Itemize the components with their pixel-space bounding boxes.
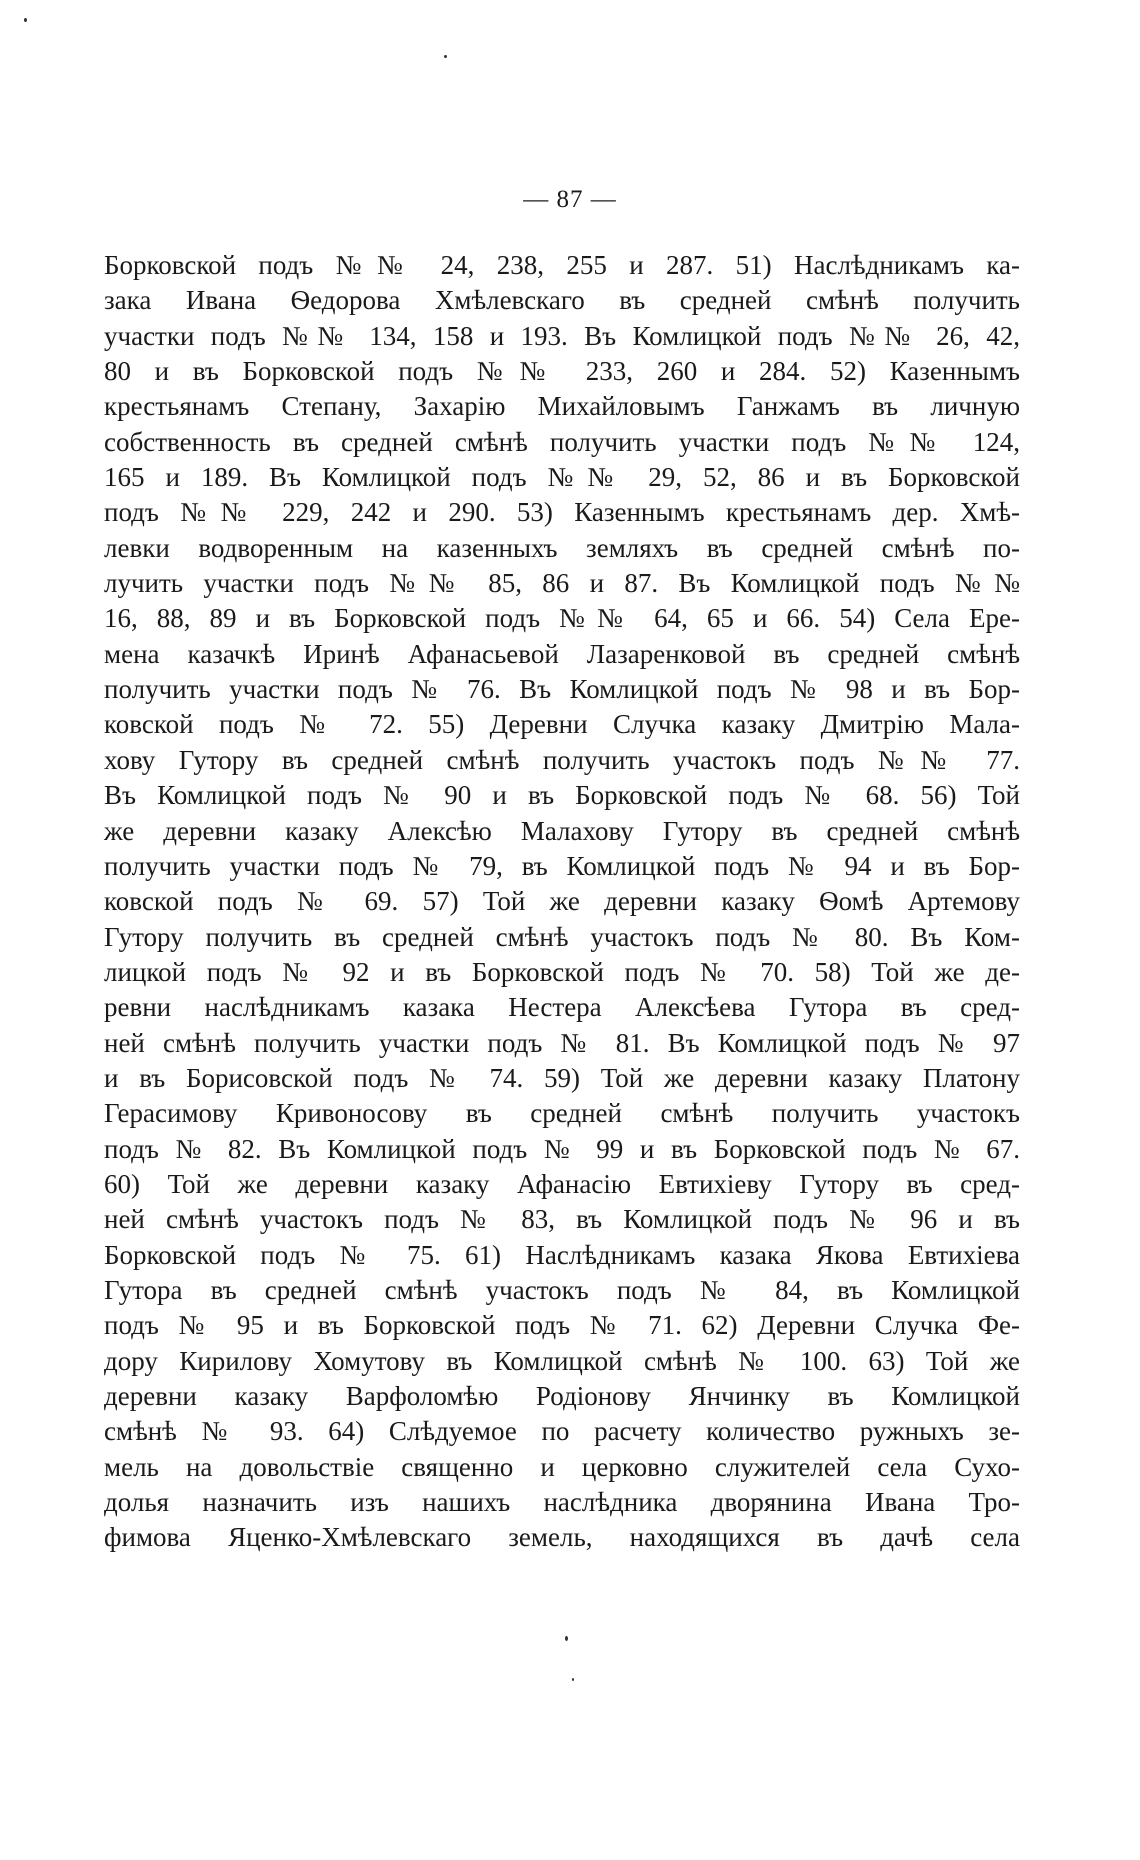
scan-speck [572,1678,574,1681]
text-line: подъ №№ 229, 242 и 290. 53) Казеннымъ крестьянамъ дер. Хмѣ- [104,497,1020,528]
text-line: хову Гутору въ средней смѣнѣ получить участокъ подъ №№ 77. [104,744,1020,775]
text-line: Гутора въ средней смѣнѣ участокъ подъ № 84, въ Комлицкой [104,1274,1020,1305]
text-line: Борковской подъ № 75. 61) Наслѣдникамъ казака Якова Евтихіева [104,1239,1020,1270]
text-line: 80 и въ Борковской подъ №№ 233, 260 и 284. 52) Казеннымъ [104,356,1020,387]
text-line: Въ Комлицкой подъ № 90 и въ Борковской подъ № 68. 56) Той [104,780,1020,811]
text-line: подъ № 95 и въ Борковской подъ № 71. 62) Деревни Случка Фе- [104,1310,1020,1341]
scan-speck [565,1636,568,1641]
text-line: же деревни казаку Алексѣю Малахову Гутору въ средней смѣнѣ [104,815,1020,846]
text-line: смѣнѣ № 93. 64) Слѣдуемое по расчету количество ружныхъ зе- [104,1416,1020,1447]
text-line: зака Ивана Ѳедорова Хмѣлевскаго въ средней смѣнѣ получить [104,285,1020,316]
text-line: лучить участки подъ №№ 85, 86 и 87. Въ Комлицкой подъ №№ [104,568,1020,599]
text-line: участки подъ №№ 134, 158 и 193. Въ Комлицкой подъ №№ 26, 42, [104,320,1020,351]
text-line: левки водворенным на казенныхъ земляхъ въ средней смѣнѣ по- [104,532,1020,563]
text-line: и въ Борисовской подъ № 74. 59) Той же деревни казаку Платону [104,1062,1020,1093]
text-line: деревни казаку Варфоломѣю Родіонову Янчинку въ Комлицкой [104,1381,1020,1411]
text-line: лицкой подъ № 92 и въ Борковской подъ № 70. 58) Той же де- [104,956,1020,987]
scan-speck [24,18,27,22]
text-line: Борковской подъ №№ 24, 238, 255 и 287. 51) Наслѣдникамъ ка- [104,250,1020,280]
text-line: ревни наслѣдникамъ казака Нестера Алексѣева Гутора въ сред- [104,992,1020,1023]
page-number: — 87 — [523,186,617,213]
text-line: получить участки подъ № 76. Въ Комлицкой подъ № 98 и въ Бор- [104,674,1020,705]
body-text [104,248,1020,1556]
text-line: ней смѣнѣ получить участки подъ № 81. Въ Комлицкой подъ № 97 [104,1027,1020,1058]
text-line: ковской подъ № 69. 57) Той же деревни казаку Ѳомѣ Артемову [104,886,1020,917]
text-line: 60) Той же деревни казаку Афанасію Евтихіеву Гутору въ сред- [104,1168,1020,1199]
text-line: 165 и 189. Въ Комлицкой подъ №№ 29, 52, 86 и въ Борковской [104,462,1020,493]
text-line: дору Кирилову Хомутову въ Комлицкой смѣнѣ № 100. 63) Той же [104,1345,1020,1376]
text-line: собственность въ средней смѣнѣ получить участки подъ №№ 124, [104,426,1020,457]
text-line: 16, 88, 89 и въ Борковской подъ №№ 64, 65 и 66. 54) Села Ере- [104,603,1020,634]
text-line: ковской подъ № 72. 55) Деревни Случка казаку Дмитрію Мала- [104,709,1020,740]
text-line: Герасимову Кривоносову въ средней смѣнѣ получить участокъ [104,1098,1020,1129]
text-line: подъ № 82. Въ Комлицкой подъ № 99 и въ Борковской подъ № 67. [104,1133,1020,1164]
text-line: получить участки подъ № 79, въ Комлицкой подъ № 94 и въ Бор- [104,850,1020,881]
text-line: крестьянамъ Степану, Захарію Михайловымъ Ганжамъ въ личную [104,391,1020,422]
scan-speck [444,55,447,58]
text-line: фимова Яценко-Хмѣлевскаго земель, находящихся въ дачѣ села [104,1522,1020,1553]
text-line: ней смѣнѣ участокъ подъ № 83, въ Комлицкой подъ № 96 и въ [104,1204,1020,1235]
text-line: мена казачкѣ Иринѣ Афанасьевой Лазаренковой въ средней смѣнѣ [104,638,1020,669]
text-line: долья назначить изъ нашихъ наслѣдника дворянина Ивана Тро- [104,1487,1020,1518]
text-line: мель на довольствіе священно и церковно служителей села Сухо- [104,1451,1020,1482]
text-line: Гутору получить въ средней смѣнѣ участокъ подъ № 80. Въ Ком- [104,921,1020,952]
